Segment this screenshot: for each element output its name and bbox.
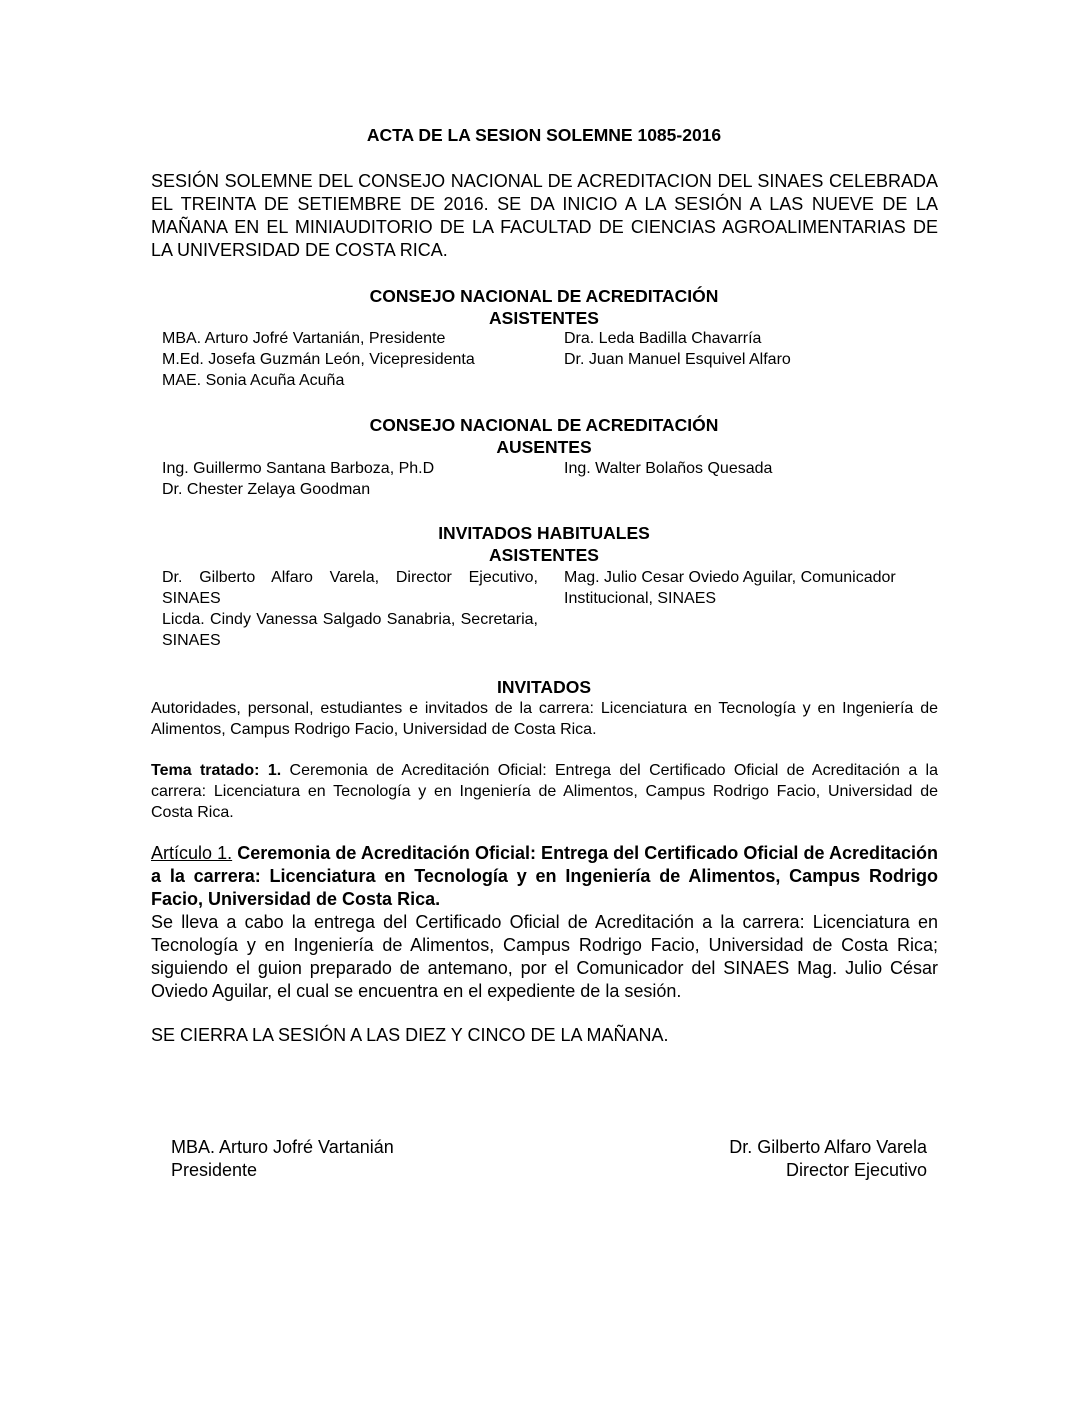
- attendee-name: Dr. Juan Manuel Esquivel Alfaro: [564, 351, 791, 368]
- absentee-name: Dr. Chester Zelaya Goodman: [162, 481, 371, 498]
- habituales-right-column: [564, 567, 940, 609]
- asistentes-left-column: [162, 328, 552, 391]
- absentee-name: Ing. Walter Bolaños Quesada: [564, 460, 773, 477]
- attendee-name: M.Ed. Josefa Guzmán León, Vicepresidenta: [162, 351, 475, 368]
- ausentes-right-column: [564, 458, 944, 479]
- guest-name: Licda. Cindy Vanessa Salgado Sanabria, Secretaria, SINAES: [162, 611, 538, 649]
- signer-role: Presidente: [171, 1160, 258, 1180]
- signature-right: [729, 1136, 927, 1182]
- habituales-left-column: [162, 567, 538, 651]
- ausentes-heading-1: CONSEJO NACIONAL DE ACREDITACIÓN: [369, 415, 719, 435]
- invitados-paragraph: Autoridades, personal, estudiantes e invitados de la carrera: Licenciatura en Tecnología y en Ingeniería de Alimentos, Campus Rodrigo Facio, Universidad de Costa Rica.: [151, 700, 938, 738]
- articulo-section: [151, 842, 938, 1003]
- articulo-label: Artículo 1.: [151, 843, 233, 863]
- intro-paragraph: SESIÓN SOLEMNE DEL CONSEJO NACIONAL DE ACREDITACION DEL SINAES CELEBRADA EL TREINTA DE SETIEMBRE DE 2016. SE DA INICIO A LA SESIÓN A LAS NUEVE DE LA MAÑANA EN EL MINIAUDITORIO DE LA FACULTAD DE CIENCIAS AGROALIMENTARIAS DE LA UNIVERSIDAD DE COSTA RICA.: [151, 171, 938, 260]
- invitados-heading: INVITADOS: [497, 677, 591, 697]
- habituales-heading-2: ASISTENTES: [489, 545, 599, 565]
- signer-name: MBA. Arturo Jofré Vartanián: [171, 1137, 394, 1157]
- asistentes-right-column: [564, 328, 944, 370]
- signature-left: [171, 1136, 394, 1182]
- signer-name: Dr. Gilberto Alfaro Varela: [729, 1137, 927, 1157]
- signer-role: Director Ejecutivo: [785, 1160, 927, 1180]
- asistentes-heading-2: ASISTENTES: [489, 308, 599, 328]
- tema-text: Ceremonia de Acreditación Oficial: Entrega del Certificado Oficial de Acreditación a la carrera: Licenciatura en Tecnología y en Ingeniería de Alimentos, Campus Rodrigo Facio, Universidad de Costa Rica.: [151, 762, 939, 821]
- tema-number: 1.: [267, 762, 282, 779]
- absentee-name: Ing. Guillermo Santana Barboza, Ph.D: [162, 460, 435, 477]
- ausentes-heading-2: AUSENTES: [496, 437, 592, 457]
- document-title: ACTA DE LA SESION SOLEMNE 1085-2016: [366, 125, 722, 145]
- guest-name: Mag. Julio Cesar Oviedo Aguilar, Comunicador Institucional, SINAES: [564, 569, 896, 607]
- attendee-name: Dra. Leda Badilla Chavarría: [564, 330, 762, 347]
- articulo-body: Se lleva a cabo la entrega del Certificado Oficial de Acreditación a la carrera: Licenciatura en Tecnología y en Ingeniería de Alimentos, Campus Rodrigo Facio, Universidad de Costa Rica; siguiendo el guion preparado de antemano, por el Comunicador del SINAES Mag. Julio César Oviedo Aguilar, el cual se encuentra en el expediente de la sesión.: [151, 912, 938, 1001]
- closing-statement: SE CIERRA LA SESIÓN A LAS DIEZ Y CINCO DE LA MAÑANA.: [151, 1025, 669, 1045]
- habituales-heading-1: INVITADOS HABITUALES: [438, 523, 650, 543]
- attendee-name: MBA. Arturo Jofré Vartanián, Presidente: [162, 330, 446, 347]
- guest-name: Dr. Gilberto Alfaro Varela, Director Ejecutivo, SINAES: [162, 569, 538, 607]
- asistentes-heading-1: CONSEJO NACIONAL DE ACREDITACIÓN: [369, 286, 719, 306]
- attendee-name: MAE. Sonia Acuña Acuña: [162, 372, 345, 389]
- ausentes-left-column: [162, 458, 552, 500]
- tema-tratado-paragraph: [151, 760, 938, 823]
- tema-tratado-label: Tema tratado:: [151, 762, 260, 779]
- articulo-heading: Ceremonia de Acreditación Oficial: Entrega del Certificado Oficial de Acreditación a la carrera: Licenciatura en Tecnología y en Ingeniería de Alimentos, Campus Rodrigo Facio, Universidad de Costa Rica.: [151, 843, 938, 909]
